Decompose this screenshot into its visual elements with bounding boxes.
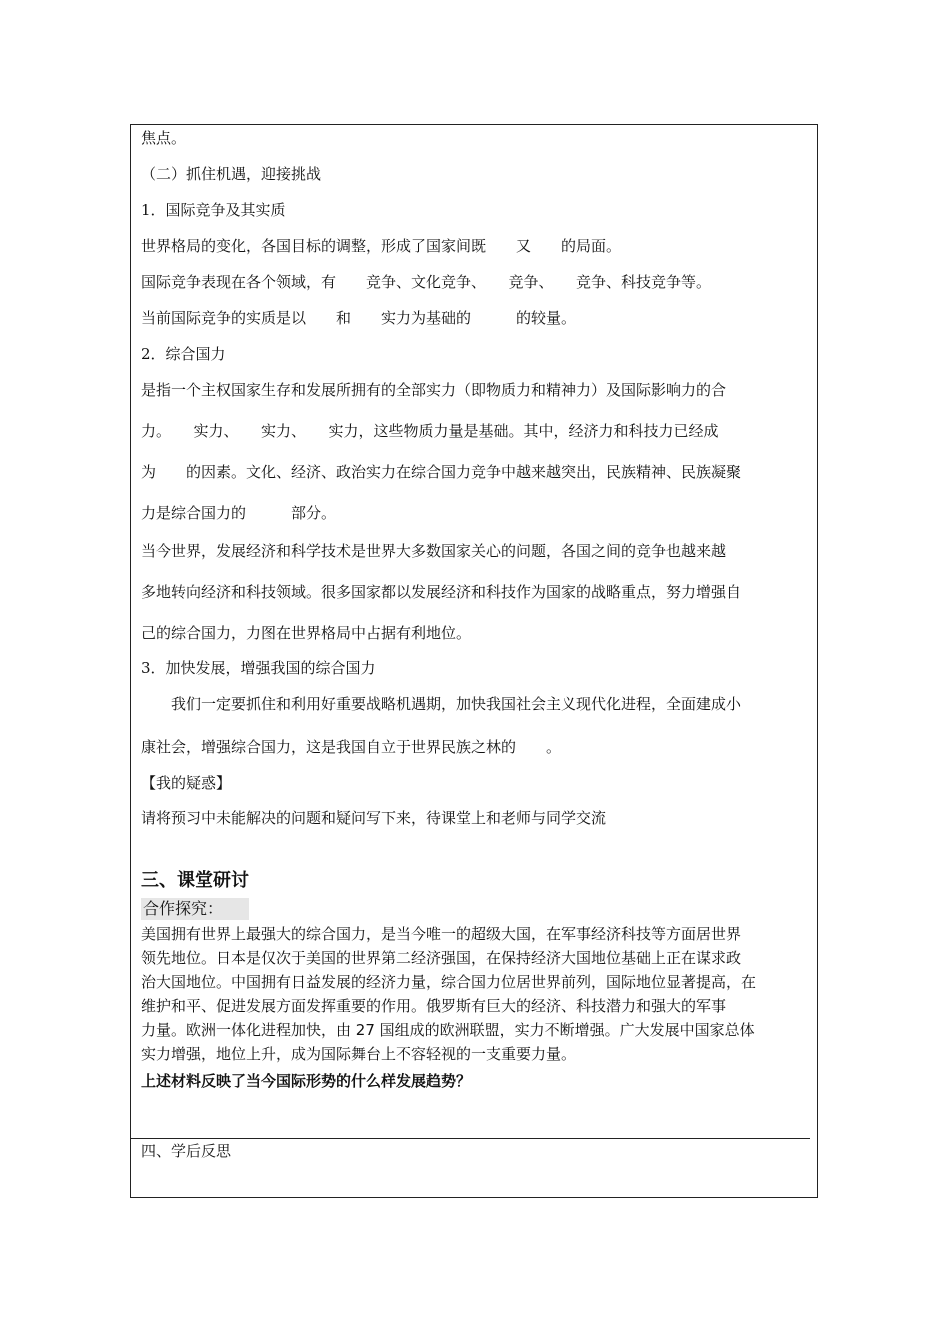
divider <box>131 1138 810 1139</box>
subheading: 1．国际竞争及其实质 <box>141 201 286 219</box>
text-line: 当今世界，发展经济和科学技术是世界大多数国家关心的问题，各国之间的竞争也越来越 <box>141 542 727 560</box>
text-line: 国际竞争表现在各个领域，有 竞争、文化竞争、 竞争、 竞争、科技竞争等。 <box>141 273 712 291</box>
text-line: 世界格局的变化，各国目标的调整，形成了国家间既 又 的局面。 <box>141 237 622 255</box>
material-line: 维护和平、促进发展方面发挥重要的作用。俄罗斯有巨大的经济、科技潜力和强大的军事 <box>141 997 727 1015</box>
material-line: 实力增强，地位上升，成为国际舞台上不容轻视的一支重要力量。 <box>141 1045 577 1063</box>
material-line: 力量。欧洲一体化进程加快，由 27 国组成的欧洲联盟，实力不断增强。广大发展中国家总体 <box>141 1021 755 1039</box>
section-title: 四、学后反思 <box>141 1142 232 1160</box>
material-line: 美国拥有世界上最强大的综合国力，是当今唯一的超级大国，在军事经济科技等方面居世界 <box>141 925 742 943</box>
subheading: 2．综合国力 <box>141 345 226 363</box>
text-line: 多地转向经济和科技领域。很多国家都以发展经济和科技作为国家的战略重点，努力增强自 <box>141 583 742 601</box>
text-line: 力。 实力、 实力、 实力，这些物质力量是基础。其中，经济力和科技力已经成 <box>141 422 719 440</box>
subheading: 3．加快发展，增强我国的综合国力 <box>141 659 376 677</box>
text-line: 焦点。 <box>141 129 187 147</box>
coop-label: 合作探究： <box>141 898 249 920</box>
material-line: 治大国地位。中国拥有日益发展的经济力量，综合国力位居世界前列，国际地位显著提高，在 <box>141 973 757 991</box>
text-line: 己的综合国力，力图在世界格局中占据有利地位。 <box>141 624 472 642</box>
section-title: 三、课堂研讨 <box>141 870 249 891</box>
text-line: 我们一定要抓住和利用好重要战略机遇期，加快我国社会主义现代化进程，全面建成小 <box>141 695 742 713</box>
text-line: 请将预习中未能解决的问题和疑问写下来，待课堂上和老师与同学交流 <box>141 809 607 827</box>
text-line: 力是综合国力的 部分。 <box>141 504 337 522</box>
subheading: （二）抓住机遇，迎接挑战 <box>141 165 322 183</box>
question: 上述材料反映了当今国际形势的什么样发展趋势？ <box>141 1072 472 1090</box>
material-line: 领先地位。日本是仅次于美国的世界第二经济强国，在保持经济大国地位基础上正在谋求政 <box>141 949 742 967</box>
my-questions-heading: 【我的疑惑】 <box>141 774 232 792</box>
text-line: 是指一个主权国家生存和发展所拥有的全部实力（即物质力和精神力）及国际影响力的合 <box>141 381 727 399</box>
text-line: 为 的因素。文化、经济、政治实力在综合国力竞争中越来越突出，民族精神、民族凝聚 <box>141 463 742 481</box>
text-line: 当前国际竞争的实质是以 和 实力为基础的 的较量。 <box>141 309 577 327</box>
text-line: 康社会，增强综合国力，这是我国自立于世界民族之林的 。 <box>141 738 562 756</box>
